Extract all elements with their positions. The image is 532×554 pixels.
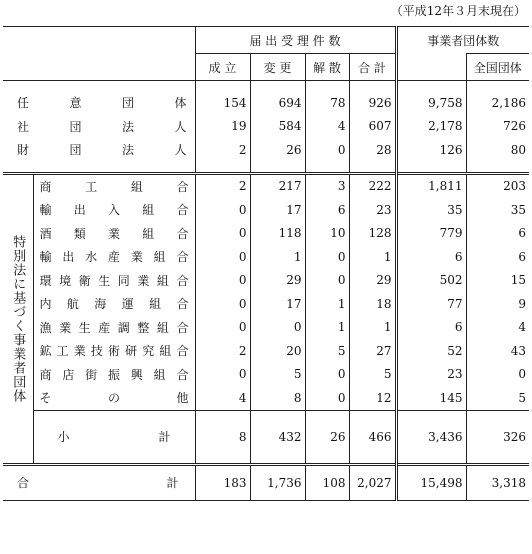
cell: 78 (305, 91, 349, 115)
header-orgs: 事業者団体数 (396, 27, 529, 54)
cell: 0 (195, 269, 250, 293)
cell: 9,758 (396, 91, 466, 115)
cell: 217 (250, 173, 305, 198)
cell: 77 (396, 292, 466, 316)
subtotal-label: 小計 (57, 430, 171, 444)
cell: 26 (305, 410, 349, 464)
cell: 3,436 (396, 410, 466, 464)
header-dissolved: 解 散 (305, 54, 349, 81)
header-changed: 変 更 (250, 54, 305, 81)
row-label: 社団法人 (17, 119, 187, 134)
cell: 26 (250, 138, 305, 162)
cell: 29 (349, 269, 396, 293)
cell: 1 (349, 316, 396, 340)
cell: 35 (396, 198, 466, 222)
table-row-foundation (3, 138, 529, 162)
row-label: 商店街振興組合 (39, 367, 189, 382)
cell: 0 (195, 292, 250, 316)
cell: 0 (195, 316, 250, 340)
filings-table (3, 26, 529, 501)
table-row-voluntary (3, 91, 529, 115)
cell: 0 (305, 138, 349, 162)
cell: 1 (250, 245, 305, 269)
cell: 12 (349, 386, 396, 410)
cell: 108 (305, 464, 349, 500)
table-row-group (3, 198, 529, 222)
cell: 15 (466, 269, 529, 293)
cell: 8 (250, 386, 305, 410)
cell: 23 (396, 363, 466, 387)
cell: 6 (466, 222, 529, 246)
table-row-group (3, 386, 529, 410)
cell: 1 (349, 245, 396, 269)
subtotal-label-cell (33, 410, 195, 464)
row-label: 漁業生産調整組合 (39, 320, 189, 335)
cell: 27 (349, 339, 396, 363)
cell: 6 (396, 245, 466, 269)
cell: 145 (396, 386, 466, 410)
header-filings: 届 出 受 理 件 数 (195, 27, 396, 54)
cell: 0 (195, 363, 250, 387)
table-row-subtotal (3, 410, 529, 464)
cell: 432 (250, 410, 305, 464)
total-label: 合計 (17, 476, 179, 490)
cell: 2 (195, 173, 250, 198)
cell: 5 (250, 363, 305, 387)
cell: 19 (195, 115, 250, 139)
cell: 607 (349, 115, 396, 139)
cell: 6 (466, 245, 529, 269)
cell: 18 (349, 292, 396, 316)
cell: 52 (396, 339, 466, 363)
cell: 15,498 (396, 464, 466, 500)
cell: 80 (466, 138, 529, 162)
table-row-total (3, 464, 529, 500)
cell: 2,178 (396, 115, 466, 139)
cell: 0 (195, 198, 250, 222)
row-label: その他 (39, 391, 189, 406)
cell: 2,027 (349, 464, 396, 500)
table-row-group (3, 363, 529, 387)
table-row-group (3, 245, 529, 269)
row-label: 商工組合 (33, 173, 195, 198)
cell: 203 (466, 173, 529, 198)
cell: 126 (396, 138, 466, 162)
cell: 6 (396, 316, 466, 340)
as-of-note: （平成12年３月末現在） (390, 4, 526, 18)
cell: 0 (305, 269, 349, 293)
row-label: 鉱工業技術研究組合 (39, 344, 189, 359)
cell: 43 (466, 339, 529, 363)
row-label: 輸出水産業組合 (39, 250, 189, 265)
cell: 466 (349, 410, 396, 464)
header-total: 合 計 (349, 54, 396, 81)
table-row-group (3, 339, 529, 363)
total-label-cell (3, 464, 195, 500)
cell: 183 (195, 464, 250, 500)
cell: 128 (349, 222, 396, 246)
cell: 4 (466, 316, 529, 340)
row-label: 環境衛生同業組合 (39, 273, 189, 288)
cell: 4 (195, 386, 250, 410)
cell: 222 (349, 173, 396, 198)
row-label: 輸出入組合 (39, 203, 189, 218)
cell: 6 (305, 198, 349, 222)
cell: 0 (250, 316, 305, 340)
cell: 726 (466, 115, 529, 139)
cell: 326 (466, 410, 529, 464)
cell: 118 (250, 222, 305, 246)
cell: 3 (305, 173, 349, 198)
cell: 0 (466, 363, 529, 387)
cell: 29 (250, 269, 305, 293)
cell: 28 (349, 138, 396, 162)
cell: 1,811 (396, 173, 466, 198)
table-row-group (3, 173, 529, 198)
cell: 694 (250, 91, 305, 115)
cell: 8 (195, 410, 250, 464)
cell: 1 (305, 316, 349, 340)
cell: 17 (250, 198, 305, 222)
cell: 23 (349, 198, 396, 222)
header-national: 全国団体 (466, 54, 529, 81)
header-orgs-all (396, 54, 466, 81)
cell: 2,186 (466, 91, 529, 115)
cell: 35 (466, 198, 529, 222)
cell: 779 (396, 222, 466, 246)
cell: 1 (305, 292, 349, 316)
cell: 17 (250, 292, 305, 316)
table-row-group (3, 316, 529, 340)
cell: 4 (305, 115, 349, 139)
cell: 5 (305, 339, 349, 363)
cell: 3,318 (466, 464, 529, 500)
row-label: 財団法人 (17, 143, 187, 158)
header-established: 成 立 (195, 54, 250, 81)
table-row-incorporated-association (3, 115, 529, 139)
cell: 0 (195, 245, 250, 269)
cell: 0 (305, 245, 349, 269)
header-blank (3, 27, 195, 81)
table-row-group (3, 269, 529, 293)
cell: 5 (349, 363, 396, 387)
cell: 926 (349, 91, 396, 115)
table-row-group (3, 222, 529, 246)
cell: 0 (305, 363, 349, 387)
cell: 584 (250, 115, 305, 139)
row-label: 内航海運組合 (39, 297, 189, 312)
cell: 9 (466, 292, 529, 316)
row-label: 任意団体 (17, 96, 187, 111)
cell: 5 (466, 386, 529, 410)
cell: 20 (250, 339, 305, 363)
cell: 0 (305, 386, 349, 410)
cell: 1,736 (250, 464, 305, 500)
group-label: 特別法に基づく事業者団体 (3, 173, 33, 464)
cell: 10 (305, 222, 349, 246)
cell: 2 (195, 138, 250, 162)
cell: 502 (396, 269, 466, 293)
row-label: 酒類業組合 (39, 226, 189, 241)
cell: 154 (195, 91, 250, 115)
cell: 2 (195, 339, 250, 363)
cell: 0 (195, 222, 250, 246)
table-row-group (3, 292, 529, 316)
